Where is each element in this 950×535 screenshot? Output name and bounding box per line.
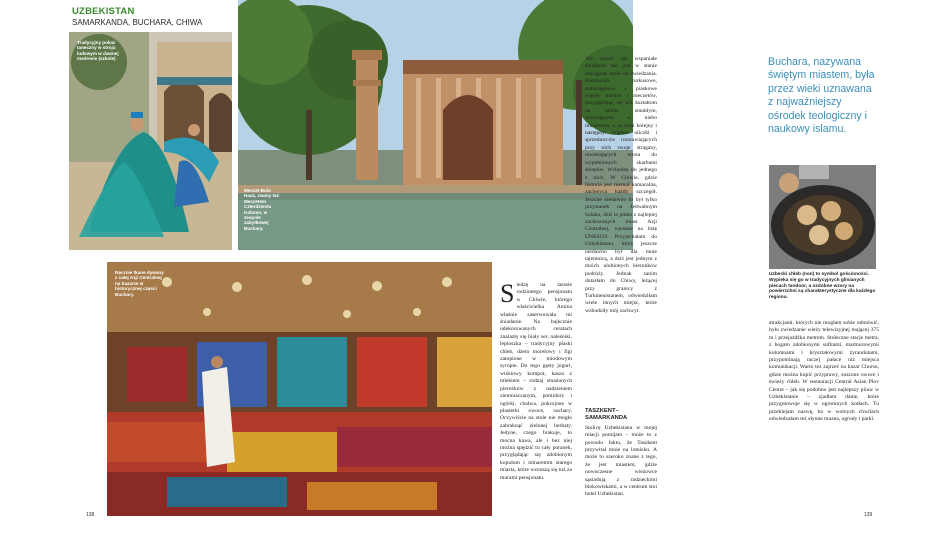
article-column-2 — [585, 56, 657, 406]
column-2-text: Ale nawet tak wspaniałe śniadanie nie jest w stanie odciągnąć mnie od zwiedzania. Podziwiam turkusowe, szmaragdowe i piaskowe kopuły medres i meczetów, przyglądając się ich kształtom na niebie, smukłym, strzelającym w niebo minaretom, a za nimi kolejny i następny. Wąskie uliczki i sprzedawców rozstawiających przy nich swoje stragany, otwierających wrota do wypełnionych skarbami sklepów. Wchodzę do jednego z nich. W Chiwie, gdzie historia jest niemal namacalna, zachwyca każdy szczegół. Jeszcze niedawno to był tylko przystanek na Jedwabnym Szlaku, dziś to jedno z najlepiej zachowanych miast Azji Centralnej, wpisane na listę UNESCO. Przyjechałam do Uzbekistanu, który jeszcze niedawno był dla mnie tajemnicą, a dziś jest jednym z moich ulubionych kierunków podróży. Jednak zanim dotarłam do Chiwy, leżącej przy granicy z Turkmenistanem, odwiedziłam wiele innych miejsc, które wzbudziły mój zachwyt. — [585, 56, 657, 314]
article-column-4 — [769, 320, 879, 515]
section-header — [72, 6, 232, 27]
pull-quote: Buchara, nazywana świętym miastem, była przez wieki uznawana z najważniejszy ośrodek teologiczny i naukowy islamu. — [768, 56, 875, 136]
mosque-caption: Meczet Bolo Hauz, zwany też Meczetem Czterdziestu Kolumn, w zespole zabytkowej Buchary. — [244, 188, 279, 231]
bread-caption: Uzbecki chleb (non) to symbol gościnności. Wypieka się go w tradycyjnych glinianych piecach tandoor, a ozdobne wzory na powierzchni są charakterystyczne dla każdego regionu. — [769, 272, 876, 301]
column-4-text: atrakcjami, których nie mogłam sobie odmówić, było zwiedzanie wieży telewizyjnej mającej 375 m i przejażdżka metrem. Stołeczne stacje metra, z bogato zdobionymi sufitami, marmurowymi kolumnami i kryształowymi żyrandolami, przypominają raczej pałace niż miejsca komunikacji. Warto też zajrzeć na bazar Chorsu, gdzie można kupić przyprawy, suszone owoce i świeży chleb. W restauracji Central Asian Plov Centre – jak się podobno jest najlepszy pilaw w Uzbekistanie – zjadłam danie, które przygotowuje się w ogromnych kotłach. Tu przeklejam nazwę, bo w wolnych chwilach odwiedzałam też słynne muzea, ogrody i parki. — [769, 320, 879, 423]
dancers-illustration — [69, 32, 232, 250]
carpets-photo — [107, 262, 492, 516]
carpets-illustration — [107, 262, 492, 516]
article-column-1 — [500, 282, 572, 507]
section-heading: TASZKENT–SAMARKANDA — [585, 408, 628, 422]
bread-illustration — [769, 165, 876, 269]
bread-photo — [769, 165, 876, 269]
column-1-text: iedzę na tarasie rodzinnego pensjonatu w Chiwie, którego właścicielka Amina właśnie zaserwowała mi śniadanie. Na bajecznie udekorowanych ceratach znalazły się biały ser, naleśniki, lepioszka – tradycyjny płaski chleb, dżem morelowy i figi zatopione w miodowym syropie. Do tego gęsty jogurt, wiśniowy kompot, kasza z mlekiem – rodzaj smażonych pierożków z nadzieniem ziemniaczanym, pomidory i ogórki, chałwa, pokrojone w plasterki owoce, suchary. Oczywiście na stole nie mogło zabraknąć zielonej herbaty. Jedyne, czego brakuje, to mocna kawa, ale i bez niej można spędzić tu cały poranek, przyglądając się zdobionym kopułom i minaretom starego miasta, które wznoszą się tuż za murami pensjonatu. — [500, 282, 572, 481]
mosque-illustration — [238, 0, 633, 250]
section-subtitle: SAMARKANDA, BUCHARA, CHIWA — [72, 18, 203, 27]
carpets-caption: Ręcznie tkane dywany z całej Azji Centralnej na bazarze w historycznej części Buchary. — [115, 270, 164, 297]
mosque-photo — [238, 0, 633, 250]
dancers-photo — [69, 32, 232, 250]
article-column-3 — [585, 408, 657, 518]
dancers-caption: Tradycyjny pokaz taneczny w stroju ludowym w dawnej medresie (szkole) — [77, 40, 119, 62]
page-number-right: 139 — [864, 512, 873, 518]
drop-cap: S — [500, 282, 515, 308]
section-title: UZBEKISTAN — [72, 6, 135, 17]
page-number-left: 138 — [86, 512, 95, 518]
column-3-text: Stolicę Uzbekistanu w mojej relacji pomijam – może to z powodu faktu, że Taszkent przywitał mnie na lotnisku. A może to szeroko znane z tego, że jest miastem, gdzie nowoczesne wieżowce sąsiadują z radzieckimi blokowiskami, a w centrum stoi hotel Uzbekistan. — [585, 424, 657, 498]
